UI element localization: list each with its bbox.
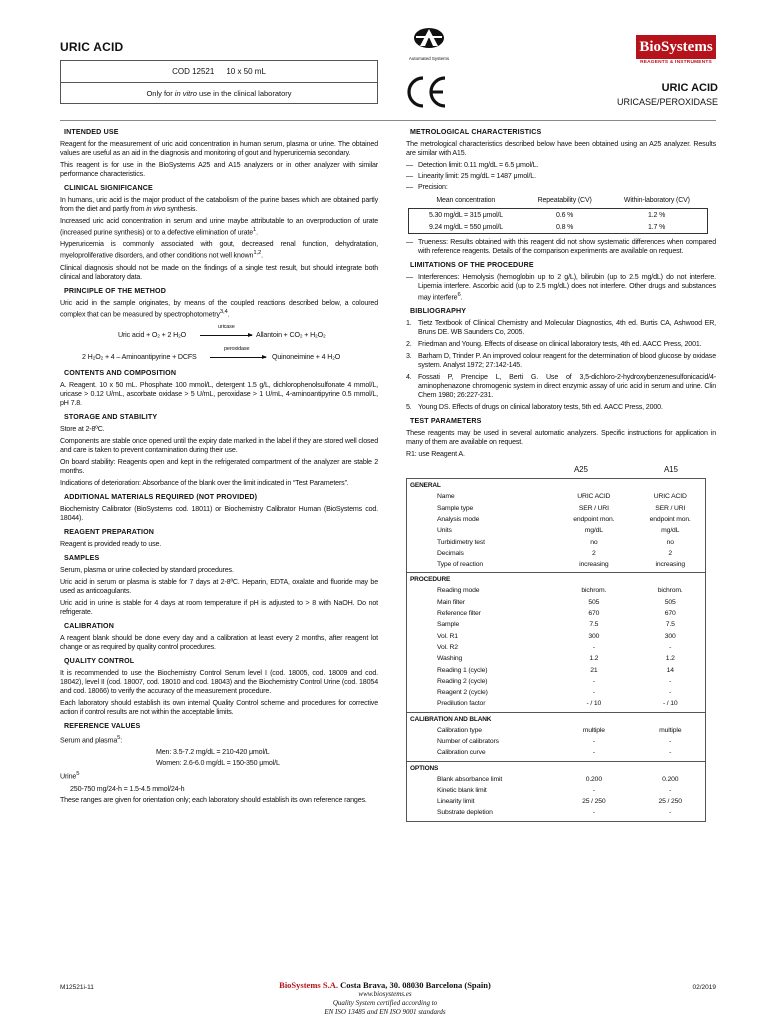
paragraph: A. Reagent. 10 x 50 mL. Phosphate 100 mmol/L, detergent 1.5 g/L, dichlorophenolsulfonate 4 mmol/L, uricase > 0.12 U/mL, ascorbate oxidase > 5 U/mL, peroxidase > 1 U/mL, 4-aminoantipyrine 0.5 mmol/L, pH 7.8.: [60, 381, 378, 408]
table-row: Washing 1.2 1.2: [437, 655, 675, 663]
table-row: 5.30 mg/dL = 315 μmol/L 0.6 % 1.2 %: [428, 211, 666, 219]
paragraph: This reagent is for use in the BioSystems A25 and A15 analyzers or in other analyzer with similar performance characteristics.: [60, 161, 378, 178]
trueness-list: [406, 238, 716, 256]
table-row: Blank absorbance limit 0.200 0.200: [437, 775, 679, 783]
paragraph: Reagent for the measurement of uric acid concentration in human serum, plasma or urine. The obtained values are useful as an aid in the diagnosis and monitoring of gout and hyperuricemia secondary.: [60, 140, 378, 157]
ce-mark-icon: [404, 74, 448, 110]
reagent-note: R1: use Reagent A.: [406, 450, 465, 459]
biosystems-tagline: REAGENTS & INSTRUMENTS: [640, 60, 712, 65]
analyzer-a15: A15: [664, 465, 678, 475]
table-row: Decimals 2 2: [437, 549, 673, 557]
table-row: Reading 1 (cycle) 21 14: [437, 666, 674, 674]
interferences: — Interferences: Hemolysis (hemoglobin up to 2 g/L), bilirubin (up to 2.5 mg/dL) do not interfere. Lipemia interfere. Ascorbic acid (up to 2.5 mg/dL) does not interfere. Other drugs and substances may interfere$^6$.: [406, 273, 716, 302]
bibliography-item: 2. Friedman and Young. Effects of disease on clinical laboratory tests, 4th ed. AACC Press, 2001.: [406, 340, 702, 349]
section-heading: STORAGE AND STABILITY: [64, 413, 158, 422]
table-row: Vol. R2 - -: [437, 643, 672, 651]
params-calibration-blank: CALIBRATION AND BLANK Calibration type multiple multiple Number of calibrators - - Calibration curve - -: [407, 713, 705, 762]
trueness: — Trueness: Results obtained with this reagent did not show systematic differences when compared with reference reagents. Details of the comparison experiments are available on request.: [406, 238, 716, 256]
section-heading: INTENDED USE: [64, 128, 119, 136]
table-row: Linearity limit 25 / 250 25 / 250: [437, 798, 682, 806]
paragraph: Uric acid in the sample originates, by means of the coupled reactions described below, a coloured complex that can be measured by spectrophotometry$^{3,4}$.: [60, 298, 378, 319]
table-row: 9.24 mg/dL = 550 μmol/L 0.8 % 1.7 %: [428, 223, 666, 231]
linearity-limit: — Linearity limit: 25 mg/dL = 1487 μmol/L.: [406, 172, 716, 181]
detection-limit: — Detection limit: 0.11 mg/dL = 6.5 μmol/L.: [406, 161, 716, 170]
reference-urine-value: 250-750 mg/24-h = 1.5-4.5 mmol/24-h: [70, 784, 185, 793]
paragraph: It is recommended to use the Biochemistry Control Serum level I (cod. 18005, cod. 18009 and cod. 18042), level II (cod. 18007, cod. 18010 and cod. 18043) and the Biochemistry Control Urine (cod. 18054 and cod. 18066) to verify the accuracy of the measurement procedure.: [60, 669, 378, 696]
bibliography-item: 3. Barham D, Trinder P. An improved colour reagent for the determination of blood glucose by oxidase system. Analyst 1972; 27:142-145.: [406, 352, 716, 370]
table-row: Units mg/dL mg/dL: [437, 527, 680, 535]
paragraph: Biochemistry Calibrator (BioSystems cod. 18011) or Biochemistry Calibrator Human (BioSystems cod. 18044).: [60, 505, 378, 523]
paragraph: Serum, plasma or urine collected by standard procedures.: [60, 566, 234, 575]
table-row: Reference filter 670 670: [437, 610, 676, 618]
section-heading: CLINICAL SIGNIFICANCE: [64, 184, 153, 192]
analyzer-a25: A25: [574, 465, 588, 475]
paragraph: Store at 2-8ºC.: [60, 425, 105, 434]
table-row: Turbidimetry test no no: [437, 538, 674, 546]
metrological-list: [406, 161, 716, 192]
document-date: 02/2019: [692, 984, 716, 991]
table-row: Predilution factor - / 10 - / 10: [437, 700, 678, 708]
test-parameters-table: [406, 478, 706, 821]
section-heading: TEST PARAMETERS: [410, 417, 482, 426]
reaction-arrow: [200, 335, 252, 336]
section-heading: LIMITATIONS OF THE PROCEDURE: [410, 261, 534, 269]
paragraph: Uric acid in serum or plasma is stable for 7 days at 2-8ºC. Heparin, EDTA, oxalate and fluoride may be used as anticoagulants.: [60, 578, 378, 596]
precision-header: Repeatability (CV): [537, 197, 592, 204]
reaction-equation-1: Uric acid + O₂ + 2 H₂O uricase Allantoin + CO₂ + H₂O₂: [118, 324, 326, 340]
table-row: Name URIC ACID URIC ACID: [437, 493, 687, 501]
table-row: Sample 7.5 7.5: [437, 621, 675, 629]
company-footer: [200, 980, 570, 1017]
table-row: Type of reaction increasing increasing: [437, 561, 685, 569]
table-row: Substrate depletion - -: [437, 809, 672, 817]
paragraph: Each laboratory should establish its own internal Quality Control scheme and procedures for corrective action if control results are not within the acceptable limits.: [60, 699, 378, 717]
limitations-list: [406, 273, 716, 302]
automated-systems-caption: Automated Systems: [408, 56, 450, 61]
paragraph: The metrological characteristics described below have been obtained using an A25 analyzer. Results are similar with A15.: [406, 140, 716, 157]
params-options: OPTIONS Blank absorbance limit 0.200 0.200 Kinetic blank limit - - Linearity limit 25 / 250 25 / 250 Substrate depletion - -: [407, 762, 705, 821]
paragraph: Hyperuricemia is commonly associated with gout, decreased renal function, dehydratation, myeloproliferative disorders, and other conditions not well known$^{1,2}$.: [60, 240, 378, 260]
product-title-right: URIC ACID: [661, 82, 718, 94]
section-heading: SAMPLES: [64, 554, 100, 563]
product-code-row: [61, 61, 377, 83]
ivd-notice: Only for in vitro use in the clinical laboratory: [146, 89, 292, 98]
biosystems-logo: BioSystems: [636, 35, 716, 59]
section-heading: CALIBRATION: [64, 622, 114, 631]
section-heading: BIBLIOGRAPHY: [410, 307, 467, 316]
left-column: [60, 128, 378, 808]
kit-size: 10 x 50 mL: [226, 67, 266, 76]
paragraph: Clinical diagnosis should not be made on the findings of a single test result, but should integrate both clinical and laboratory data.: [60, 263, 378, 281]
table-row: Reading mode bichrom. bichrom.: [437, 587, 683, 595]
section-heading: QUALITY CONTROL: [64, 657, 135, 666]
bibliography-item: 1. Tietz Textbook of Clinical Chemistry and Molecular Diagnostics, 4th ed. Burtis CA, Ashwood ER, Bruns DE. WB Saunders Co, 2005.: [406, 319, 716, 337]
paragraph: On board stability: Reagents open and kept in the refrigerated compartment of the analyzer are stable 2 months.: [60, 458, 378, 476]
paragraph: Reagent is provided ready to use.: [60, 540, 162, 549]
bibliography-item: 5. Young DS. Effects of drugs on clinical laboratory tests, 5th ed. AACC Press, 2000.: [406, 403, 663, 412]
paragraph: Uric acid in urine is stable for 4 days at room temperature if pH is adjusted to > 8 with NaOH. Do not refrigerate.: [60, 599, 378, 617]
precision-table: [408, 194, 708, 234]
precision-header: Mean concentration: [436, 197, 496, 204]
bibliography-item: 4. Fossati P, Prencipe L, Berti G. Use of 3,5-dichloro-2-hydroxybenzenesulfonicacid/4-aminophenazone chromogenic system in direct enzymic assay of uric acid in serum and urine. Clin Chem 1980; 26:227-231.: [406, 373, 716, 400]
paragraph: Increased uric acid concentration in serum and urine maybe attributable to an overproduction of urate (increased purine synthesis) or to a defective elimination of urate$^1$.: [60, 217, 378, 237]
product-code: COD 12521: [172, 67, 215, 76]
product-code-box: [60, 60, 378, 104]
company-website[interactable]: www.biosystems.es: [358, 990, 412, 998]
right-column: [406, 128, 716, 822]
product-title: URIC ACID: [60, 40, 124, 54]
params-procedure: PROCEDURE Reading mode bichrom. bichrom. Main filter 505 505 Reference filter 670 670 Sample 7.5 7.5 Vol. R1 300 300 Vol. R2 - - Washing 1.2 1.2 Reading 1 (cycle) 21 14 Reading 2 (cycle) - - Reagent 2 (cycle) - - Predilution factor - / 10 - / 10: [407, 573, 705, 712]
table-row: Main filter 505 505: [437, 598, 676, 606]
method-subtitle: URICASE/PEROXIDASE: [616, 97, 718, 107]
precision-header: Within-laboratory (CV): [623, 197, 690, 204]
paragraph: These ranges are given for orientation only; each laboratory should establish its own reference ranges.: [60, 795, 367, 804]
reference-urine-label: Urine$^5$: [60, 771, 80, 781]
paragraph: Indications of deterioration: Absorbance of the blank over the limit indicated in “Test Parameters”.: [60, 479, 349, 488]
section-heading: REAGENT PREPARATION: [64, 528, 155, 537]
automated-systems-icon: [412, 26, 446, 50]
bibliography-list: [406, 319, 716, 412]
reference-men: Men: 3.5-7.2 mg/dL = 210-420 μmol/L: [156, 748, 270, 757]
company-address: BioSystems S.A. Costa Brava, 30. 08030 Barcelona (Spain): [279, 980, 491, 990]
analyzer-headers: [406, 465, 716, 475]
section-heading: CONTENTS AND COMPOSITION: [64, 369, 177, 378]
reference-women: Women: 2.6-6.0 mg/dL = 150-350 μmol/L: [156, 759, 280, 768]
reference-serum-label: Serum and plasma$^5$:: [60, 735, 123, 745]
table-row: Number of calibrators - -: [437, 738, 672, 745]
reaction-arrow: [210, 357, 266, 358]
section-heading: PRINCIPLE OF THE METHOD: [64, 286, 166, 295]
reaction-equation-2: 2 H₂O₂ + 4 – Aminoantipyrine + DCFS peroxidase Quinoneimine + 4 H₂O: [82, 346, 341, 362]
table-row: Calibration type multiple multiple: [437, 726, 682, 734]
table-row: Reagent 2 (cycle) - -: [437, 689, 672, 697]
header-divider: [60, 120, 716, 121]
params-general: GENERAL Name URIC ACID URIC ACID Sample type SER / URI SER / URI Analysis mode endpoint mon. endpoint mon. Units mg/dL mg/dL Turbidimetry test no no Decimals 2 2 Type of reaction increasing increasing: [407, 479, 705, 573]
table-row: Sample type SER / URI SER / URI: [437, 504, 686, 512]
document-code: M12521i-11: [60, 984, 94, 991]
section-heading: METROLOGICAL CHARACTERISTICS: [410, 128, 542, 136]
paragraph: These reagents may be used in several automatic analyzers. Specific instructions for application in many of them are available on request.: [406, 429, 716, 447]
table-row: Analysis mode endpoint mon. endpoint mon.: [437, 515, 691, 523]
section-heading: REFERENCE VALUES: [64, 722, 141, 731]
paragraph: A reagent blank should be done every day and a calibration at least every 2 months, after reagent lot change or as required by quality control procedures.: [60, 634, 378, 652]
precision-label: — Precision:: [406, 183, 716, 192]
iso-statement: EN ISO 13485 and EN ISO 9001 standards: [324, 1008, 446, 1016]
table-row: Reading 2 (cycle) - -: [437, 677, 672, 685]
paragraph: In humans, uric acid is the major product of the catabolism of the purine bases which are obtained partly from the diet and partly from in vivo synthesis.: [60, 196, 378, 213]
paragraph: Components are stable once opened until the expiry date marked in the label if they are stored well closed and care is taken to prevent contamination during their use.: [60, 437, 378, 455]
quality-statement: Quality System certified according to: [332, 999, 438, 1007]
table-row: Kinetic blank limit - -: [437, 786, 672, 794]
table-row: Calibration curve - -: [437, 749, 672, 757]
section-heading: ADDITIONAL MATERIALS REQUIRED (NOT PROVIDED): [64, 493, 258, 502]
table-row: Vol. R1 300 300: [437, 632, 676, 640]
automated-systems-logo: [406, 26, 452, 61]
